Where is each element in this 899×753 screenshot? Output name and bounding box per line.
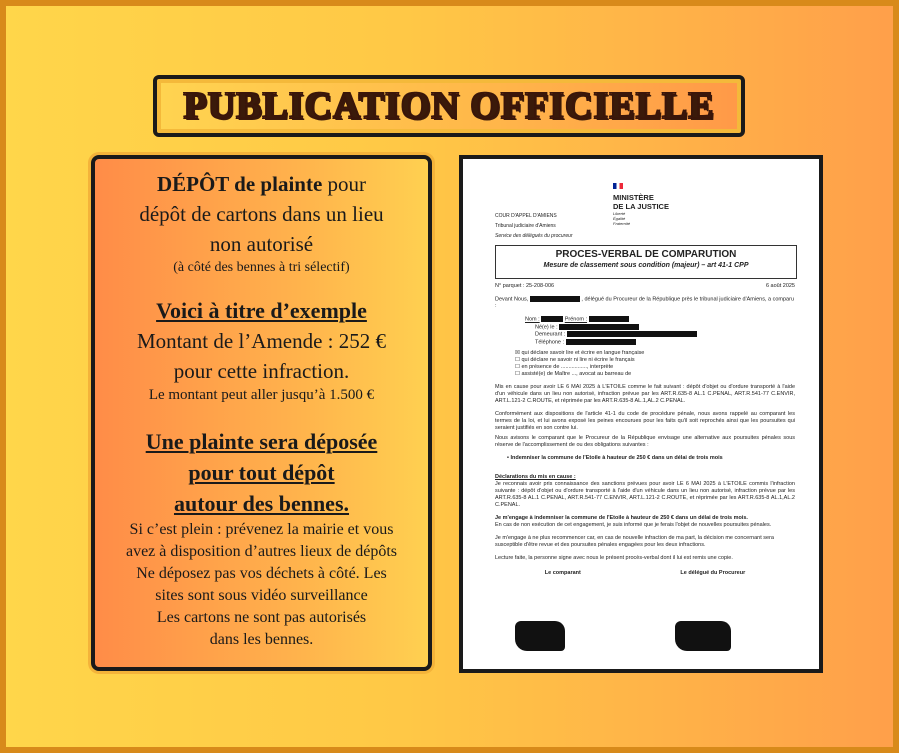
ne-label: Né(e) le : bbox=[535, 324, 558, 331]
signature-left-label: Le comparant bbox=[544, 570, 581, 577]
body-line-5: Les cartons ne sont pas autorisés bbox=[156, 609, 367, 626]
amount-line-2: pour cette infraction. bbox=[173, 359, 350, 383]
document-image bbox=[459, 155, 823, 673]
address-row bbox=[535, 331, 795, 338]
document-date: 6 août 2025 bbox=[765, 283, 795, 289]
ministry-header bbox=[613, 183, 669, 226]
body-line-6: dans les bennes. bbox=[209, 631, 314, 648]
check-3: ☐ en présence de ................., interprète bbox=[515, 364, 614, 371]
redaction bbox=[559, 324, 639, 330]
signature-right-label: Le délégué du Procureur bbox=[680, 570, 746, 577]
court-line-2: Tribunal judiciaire d'Amiens bbox=[495, 223, 556, 229]
parquet-row bbox=[495, 283, 795, 290]
engagement-2: En cas de non exécution de cet engagement, je suis informé que je ferais l'objet de nouvelles poursuites pénales. bbox=[495, 522, 772, 529]
demeurant-label: Demeurant : bbox=[535, 331, 566, 338]
french-flag-icon bbox=[613, 183, 623, 189]
nom-row bbox=[525, 316, 795, 323]
nom-label: Nom : bbox=[525, 316, 540, 323]
pv-title-box bbox=[495, 245, 797, 279]
court-line-3: Service des délégués du procureur bbox=[495, 233, 573, 239]
lecture: Lecture faite, la personne signe avec nous le présent procès-verbal dont il lui est remis une copie. bbox=[495, 555, 733, 562]
page-title: PUBLICATION OFFICIELLE bbox=[183, 85, 715, 127]
redaction bbox=[530, 296, 580, 302]
devant-line bbox=[495, 296, 795, 310]
warning-line-3: autour des bennes. bbox=[173, 491, 350, 516]
check-2: ☐ qui déclare ne savoir ni lire ni écrire le français bbox=[515, 357, 635, 364]
mise-en-cause: Mis en cause pour avoir LE 6 MAI 2025 à L'ETOILE comme le fait suivant : dépôt d'objet ou d'ordure transporté à l'aide d'un véhicule dans un lieu non autorisé, infraction prévue par les ART.R.635-8 AL.1 C.PENAL, ART.R.541-77 C.ENVIR, ART.L.121-2 C.ROUTE, et réprimée par les ART.R.635-8 AL.1,AL.2 C.PENAL. bbox=[495, 384, 795, 405]
obligation-bullet: • Indemniser la commune de l'Etoile à hauteur de 250 € dans un délai de trois mois bbox=[507, 455, 723, 462]
notice-line-1-bold: DÉPÔT de plainte bbox=[156, 172, 323, 196]
devant-rest: , délégué du Procureur de la République près le tribunal judiciaire d'Amiens, a comparu : bbox=[495, 296, 795, 310]
declarations-text: Je reconnais avoir pris connaissance des sanctions prévues pour avoir LE 6 MAI 2025 à L'ETOILE commis l'infraction suivante : dépôt d'objet ou d'ordure transporté à l'aide d'un véhicule dans un lieu non autorisé, infraction prévue par les ART.R.635-8 AL.1 C.PENAL, ART.R.541-77 C.ENVIR, ART.L.121-2 C.ROUTE, et réprimée par les ART.R.635-8 AL.1,AL.2 C.PENAL. bbox=[495, 481, 795, 509]
signature-labels bbox=[495, 570, 795, 577]
notice-line-4: (à côté des bennes à tri sélectif) bbox=[173, 260, 350, 275]
amount-max: Le montant peut aller jusqu’à 1.500 € bbox=[148, 387, 375, 403]
warning-line-2: pour tout dépôt bbox=[188, 460, 335, 485]
notice-panel bbox=[91, 155, 432, 671]
check-4: ☐ assisté(e) de Maître ..., avocat au barreau de bbox=[515, 371, 632, 378]
conformement: Conformément aux dispositions de l'article 41-1 du code de procédure pénale, nous avons rappelé au comparant les termes de la loi, et lui avons exposé les peines encourues pour les faits qu'il soit reprochés ainsi que les poursuites qui seraient justifiés en son contre lui. bbox=[495, 411, 795, 432]
checkbox-block bbox=[515, 350, 795, 378]
identity-block bbox=[525, 316, 795, 346]
pv-subtitle: Mesure de classement sous condition (majeur) – art 41-1 CPP bbox=[543, 262, 749, 269]
pv-title: PROCES-VERBAL DE COMPARUTION bbox=[555, 249, 737, 260]
redaction bbox=[566, 339, 636, 345]
check-1: ☒ qui déclare savoir lire et écrire en langue française bbox=[515, 350, 645, 357]
notice-line-1 bbox=[109, 169, 414, 199]
engagement: Je m'engage à indemniser la commune de l'Etoile à hauteur de 250 € dans un délai de trois mois. bbox=[495, 515, 748, 522]
engagement-3: Je m'engage à ne plus recommencer car, en cas de nouvelle infraction de ma part, la décision me concernant sera susceptible d'être revue et des poursuites pénales engagées pour les deux infractions. bbox=[495, 535, 774, 549]
ministry-name: MINISTÈRE DE LA JUSTICE bbox=[613, 193, 669, 211]
notice-line-3: non autorisé bbox=[209, 232, 314, 256]
title-banner bbox=[153, 75, 745, 137]
court-line-1: COUR D'APPEL D'AMIENS bbox=[495, 213, 557, 219]
body-line-4: sites sont sous vidéo surveillance bbox=[155, 587, 368, 604]
notice-line-2: dépôt de cartons dans un lieu bbox=[139, 202, 384, 226]
court-header bbox=[495, 211, 573, 241]
body-line-3: Ne déposez pas vos déchets à côté. Les bbox=[136, 565, 387, 582]
phone-row bbox=[535, 339, 795, 346]
body-line-2: avez à disposition d’autres lieux de dépôts bbox=[125, 543, 398, 560]
signature-redaction-right bbox=[675, 621, 731, 651]
declarations-title: Déclarations du mis en cause : bbox=[495, 474, 576, 481]
spacer bbox=[109, 277, 414, 295]
nous-avisons: Nous avisons le comparant que le Procureur de la République envisage une alternative aux poursuites pénales sous réserve de l'accomplissement de ou des obligations suivantes : bbox=[495, 435, 795, 449]
redaction bbox=[589, 316, 629, 322]
devant-label: Devant Nous, bbox=[495, 296, 529, 303]
document-body bbox=[495, 283, 795, 577]
redaction bbox=[541, 316, 563, 322]
amount-line-1: Montant de l’Amende : 252 € bbox=[136, 329, 387, 353]
prenom-label: Prénom : bbox=[564, 316, 588, 323]
warning-line-1: Une plainte sera déposée bbox=[145, 429, 378, 454]
parquet-number: N° parquet : 25-208-006 bbox=[495, 283, 555, 289]
spacer bbox=[109, 404, 414, 426]
signature-redaction-left bbox=[515, 621, 565, 651]
birth-row bbox=[535, 324, 795, 331]
redaction bbox=[567, 331, 697, 337]
example-heading: Voici à titre d’exemple bbox=[156, 298, 367, 323]
telephone-label: Téléphone : bbox=[535, 339, 565, 346]
body-line-1: Si c’est plein : prévenez la mairie et vous bbox=[129, 521, 394, 538]
motto: Liberté Égalité Fraternité bbox=[613, 211, 631, 226]
notice-line-1-rest: pour bbox=[322, 172, 367, 196]
obligation-text: Indemniser la commune de l'Etoile à hauteur de 250 € dans un délai de trois mois bbox=[510, 455, 723, 462]
